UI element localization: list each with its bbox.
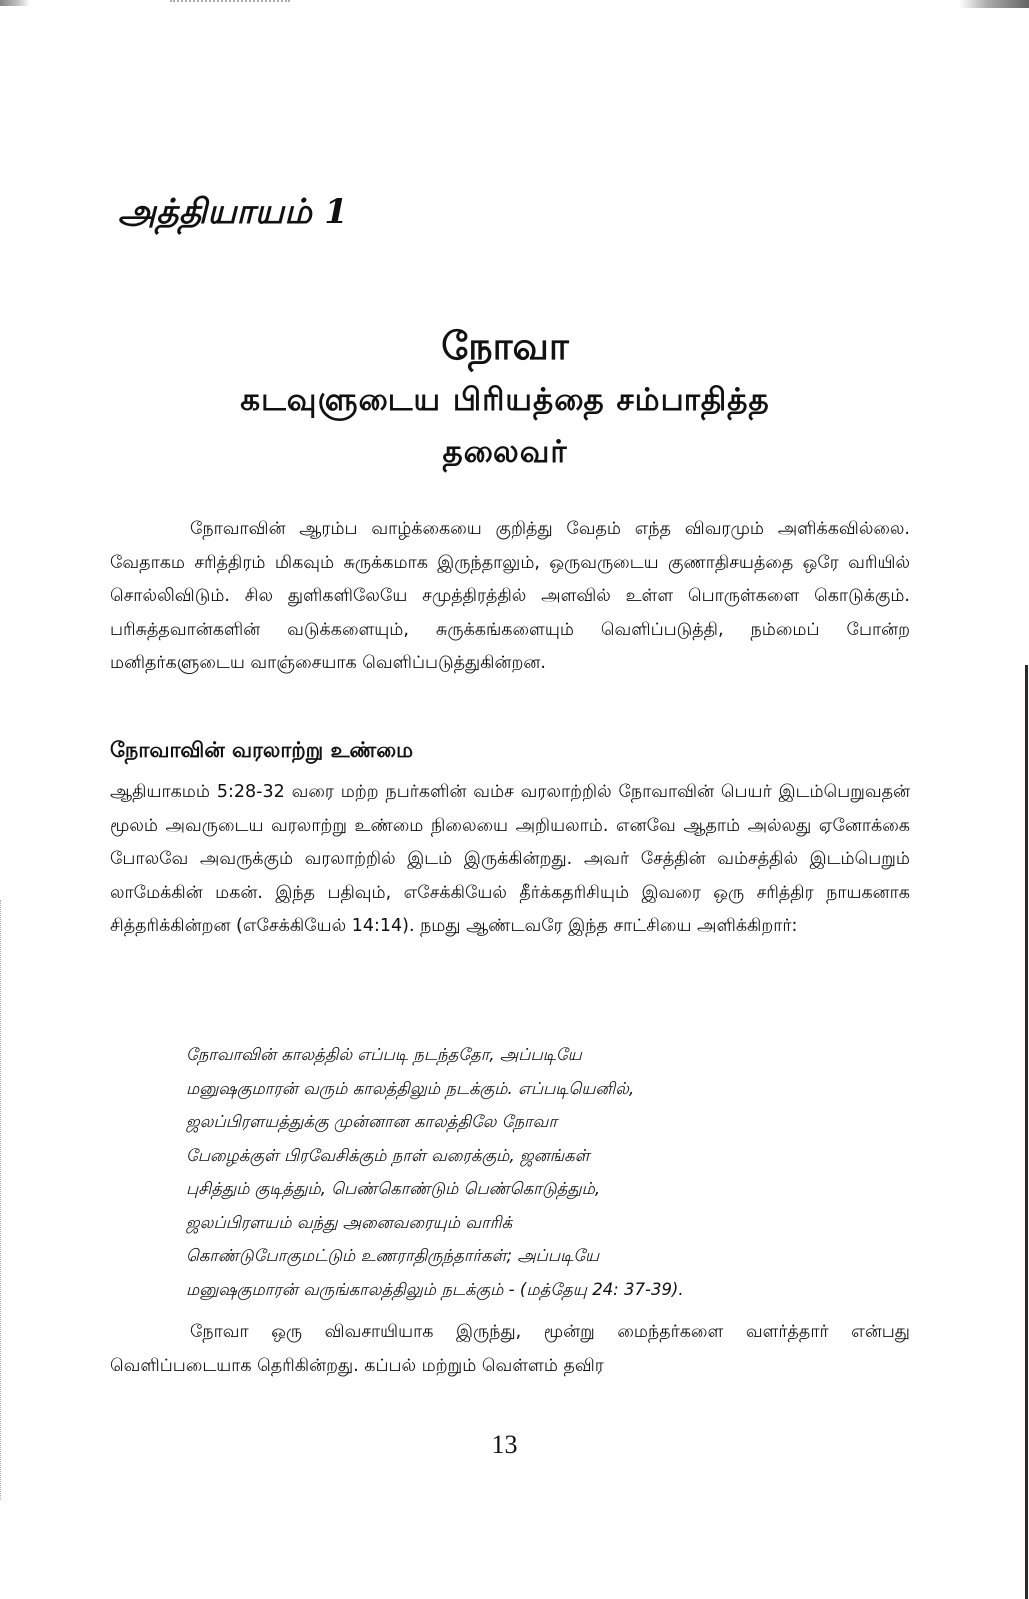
quote-line: பேழைக்குள் பிரவேசிக்கும் நாள் வரைக்கும், ஜனங்கள்	[186, 1145, 590, 1165]
chapter-label: அத்தியாயம்	[118, 192, 313, 232]
quote-line: ஜலப்பிரளயத்துக்கு முன்னான காலத்திலே நோவா	[186, 1112, 558, 1131]
quote-line: கொண்டுபோகுமட்டும் உணராதிருந்தார்கள்; அப்படியே	[186, 1246, 600, 1265]
scan-artifact-top-right	[959, 0, 1029, 8]
page-number: 13	[491, 1430, 518, 1459]
quote-line: புசித்தும் குடித்தும், பெண்கொண்டும் பெண்கொடுத்தும்,	[186, 1179, 601, 1198]
intro-paragraph: நோவாவின் ஆரம்ப வாழ்க்கையை குறித்து வேதம் எந்த விவரமும் அளிக்கவில்லை. வேதாகம சரித்திரம் மிகவும் சுருக்கமாக இருந்தாலும், ஒருவருடைய குணாதிசயத்தை ஒரே வரியில் சொல்லிவிடும். சில துளிகளிலேயே சமுத்திரத்தில் அளவில் உள்ள பொருள்களை கொடுக்கும். பரிசுத்தவான்களின் வடுக்களையும், சுருக்கங்களையும் வெளிப்படுத்தி, நம்மைப் போன்ற மனிதர்களுடைய வாஞ்சையாக வெளிப்படுத்துகின்றன.	[110, 519, 910, 673]
scripture-quote	[186, 1038, 906, 1306]
closing-paragraph: நோவா ஒரு விவசாயியாக இருந்து, மூன்று மைந்தர்களை வளர்த்தார் என்பது வெளிப்படையாக தெரிகின்றது. கப்பல் மற்றும் வெள்ளம் தவிர	[110, 1322, 910, 1376]
section-heading: நோவாவின் வரலாற்று உண்மை	[110, 738, 414, 762]
scan-artifact-top-left	[0, 0, 30, 6]
quote-line: மனுஷகுமாரன் வருங்காலத்திலும் நடக்கும் - (மத்தேயு 24: 37-39).	[186, 1279, 684, 1299]
chapter-title-block	[100, 318, 910, 478]
scan-artifact-top-middle	[170, 0, 290, 5]
chapter-subtitle-line-2: தலைவர்	[442, 434, 568, 470]
chapter-heading	[118, 192, 348, 236]
chapter-number: 1	[324, 192, 349, 232]
quote-line: ஜலப்பிரளயம் வந்து அனைவரையும் வாரிக்	[186, 1212, 513, 1232]
quote-line: நோவாவின் காலத்தில் எப்படி நடந்ததோ, அப்படியே	[186, 1045, 582, 1064]
quote-line: மனுஷகுமாரன் வரும் காலத்திலும் நடக்கும். எப்படியெனில்,	[186, 1078, 635, 1098]
scan-artifact-left-edge	[0, 900, 3, 1500]
scan-artifact-right-edge-line	[1025, 665, 1028, 1599]
chapter-title: நோவா	[441, 324, 569, 368]
history-paragraph: ஆதியாகமம் 5:28-32 வரை மற்ற நபர்களின் வம்ச வரலாற்றில் நோவாவின் பெயர் இடம்பெறுவதன் மூலம் அவருடைய வரலாற்று உண்மை நிலையை அறியலாம். எனவே ஆதாம் அல்லது ஏனோக்கை போலவே அவருக்கும் வரலாற்றில் இடம் இருக்கின்றது. அவர் சேத்தின் வம்சத்தில் இடம்பெறும் லாமேக்கின் மகன். இந்த பதிவும், எசேக்கியேல் தீர்க்கதரிசியும் இவரை ஒரு சரித்திர நாயகனாக சித்தரிக்கின்றன (எசேக்கியேல் 14:14). நமது ஆண்டவரே இந்த சாட்சியை அளிக்கிறார்:	[110, 782, 910, 936]
chapter-subtitle-line-1: கடவுளுடைய பிரியத்தை சம்பாதித்த	[240, 382, 770, 418]
